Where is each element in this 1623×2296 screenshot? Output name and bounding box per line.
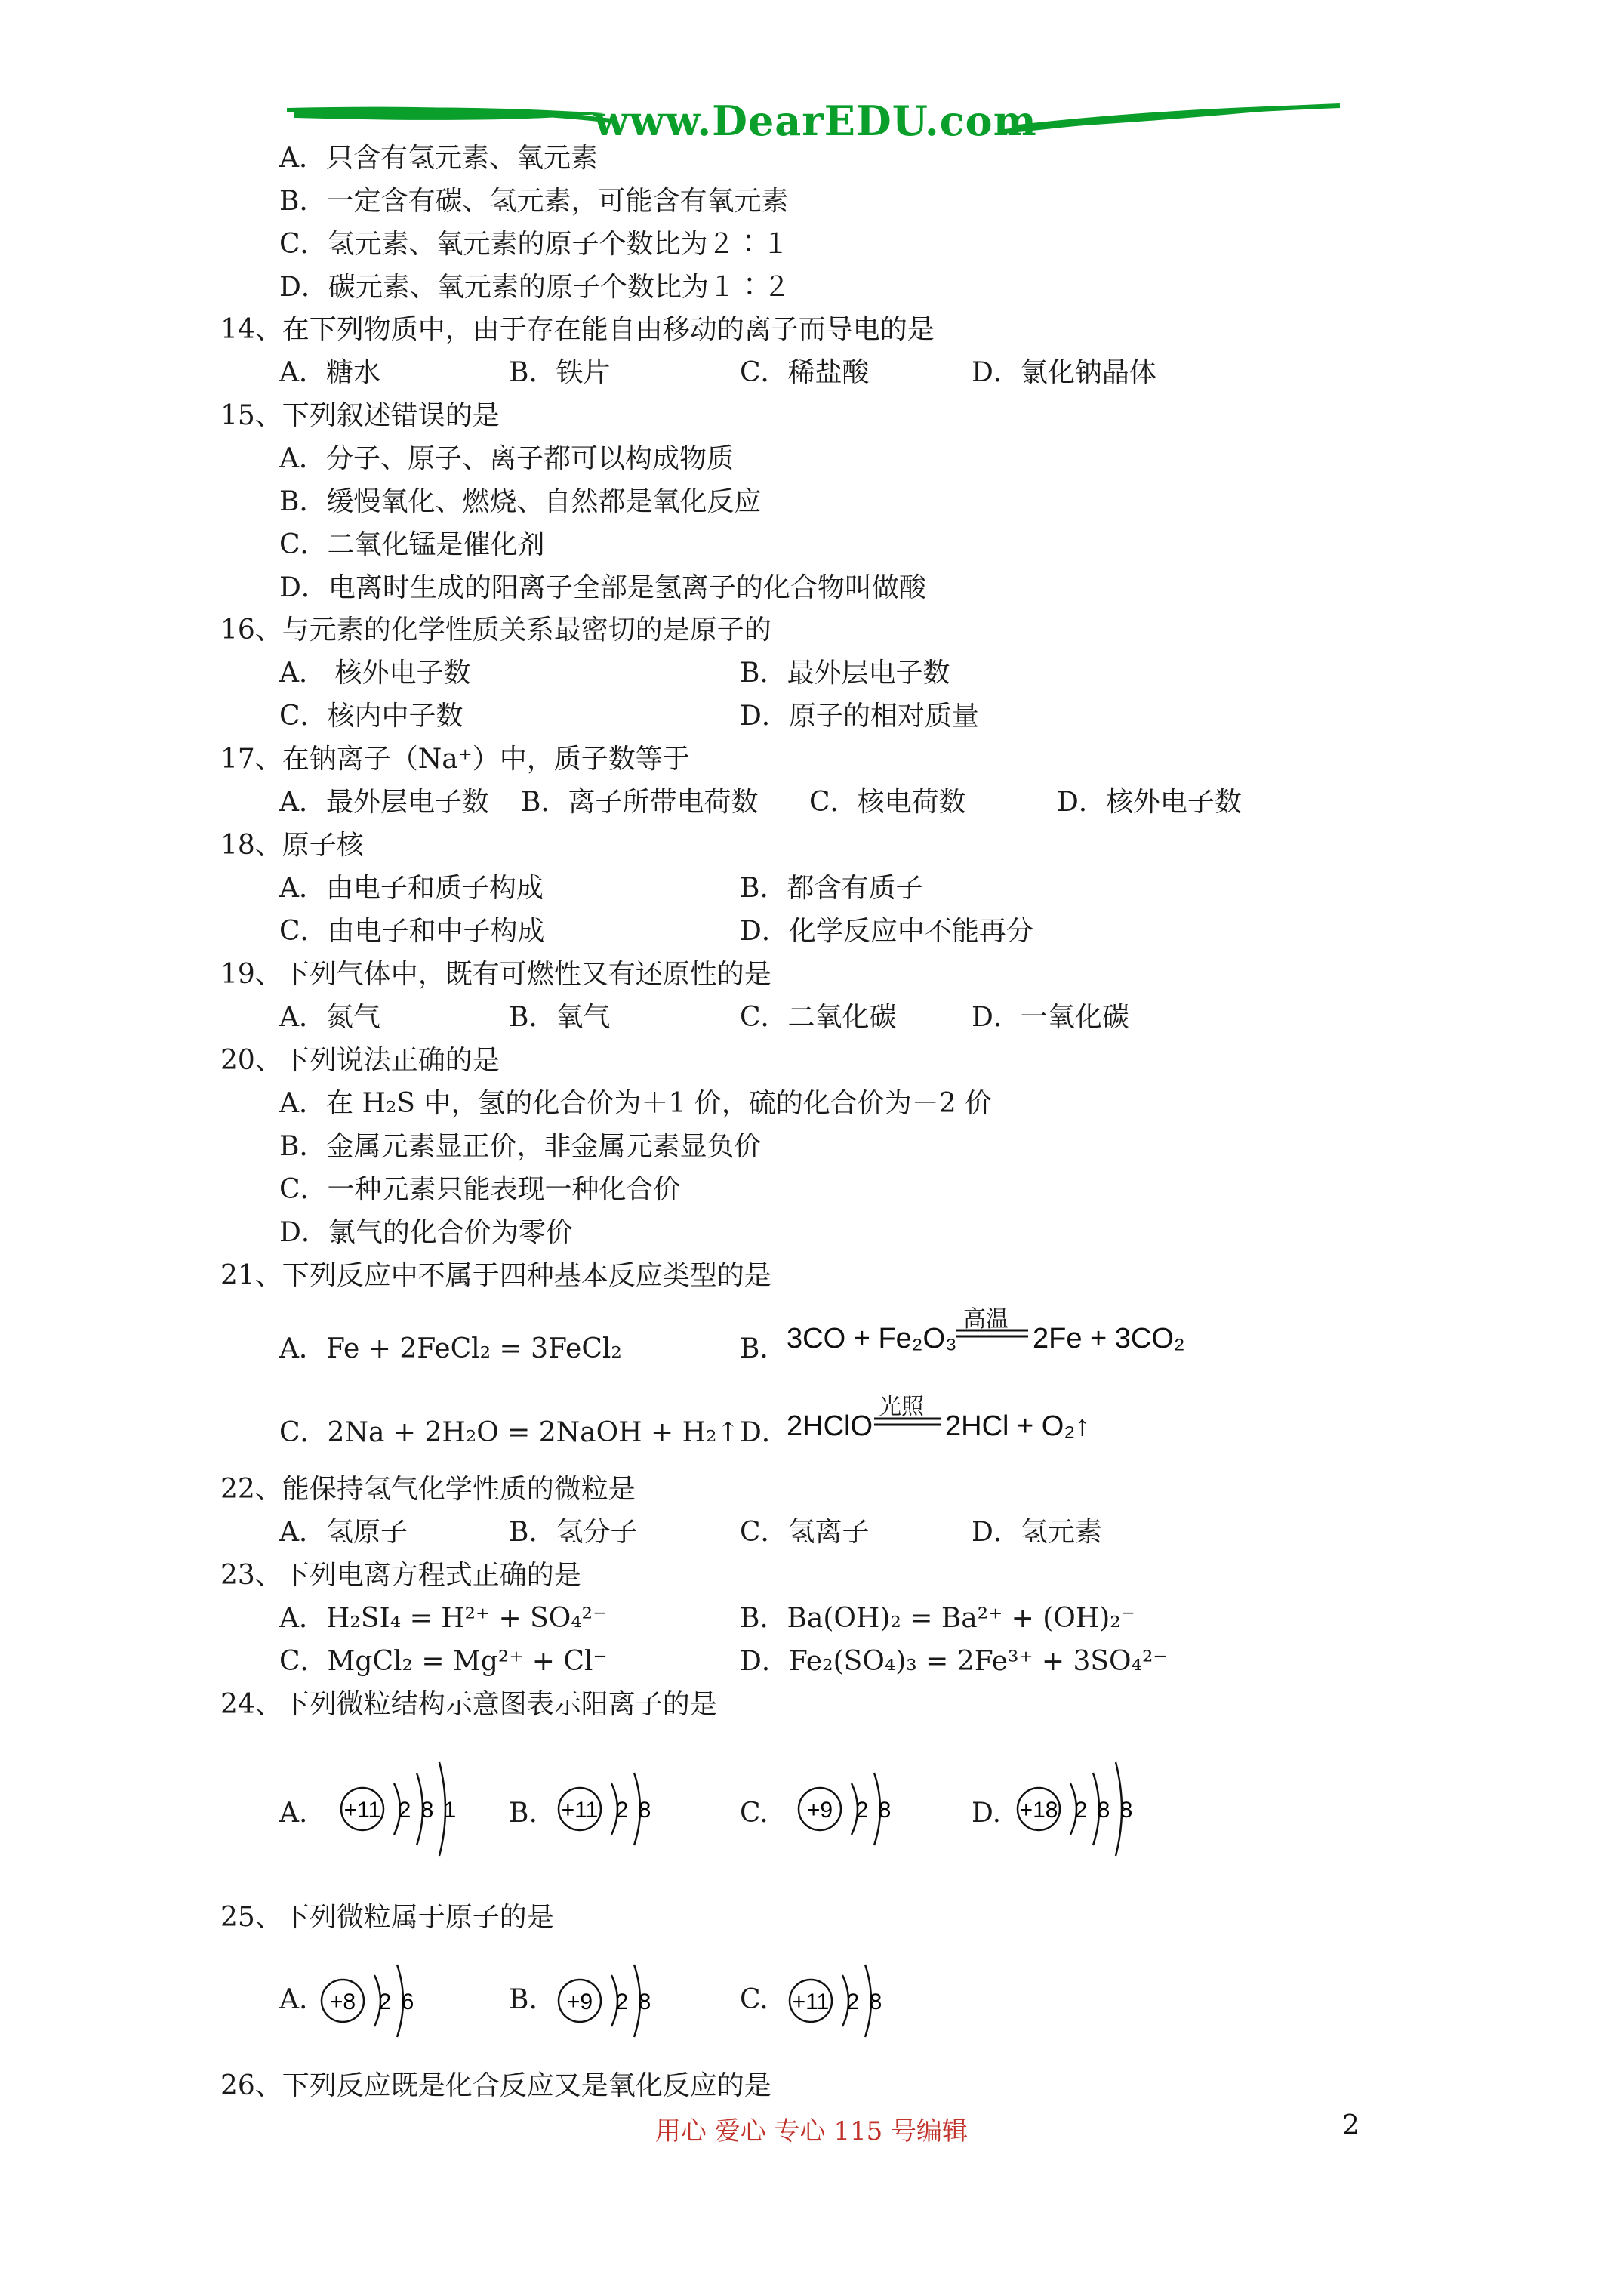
- q25-option-c-label: C.: [740, 1984, 768, 2015]
- q25-stem: 25、下列微粒属于原子的是: [220, 1902, 554, 1933]
- q20-option-c: C．一种元素只能表现一种化合价: [279, 1174, 681, 1205]
- q14-option-d: D．氯化钠晶体: [972, 357, 1156, 388]
- electron-count: 8: [878, 1798, 892, 1823]
- q20-option-a: A．在 H₂S 中，氢的化合价为＋1 价，硫的化合价为－2 价: [279, 1088, 993, 1119]
- q18-option-c: C．由电子和中子构成: [279, 916, 545, 947]
- q18-option-d: D．化学反应中不能再分: [740, 916, 1033, 947]
- electron-count: 2: [846, 1989, 860, 2014]
- q17-option-a: A．最外层电子数: [279, 787, 489, 818]
- q20-option-b: B．金属元素显正价，非金属元素显负价: [279, 1131, 762, 1162]
- q24-option-c-label: C.: [740, 1798, 768, 1829]
- q20-option-d: D．氯气的化合价为零价: [279, 1217, 573, 1248]
- q26-stem: 26、下列反应既是化合反应又是氧化反应的是: [220, 2070, 771, 2101]
- q23-option-b: B．Ba(OH)₂ = Ba²⁺ + (OH)₂⁻: [740, 1603, 1135, 1634]
- nucleus-charge: +11: [792, 1989, 830, 2014]
- q13-option-b: B．一定含有碳、氢元素，可能含有氧元素: [279, 186, 789, 217]
- q24-option-d-label: D.: [972, 1798, 1002, 1829]
- electron-count: 8: [1097, 1798, 1110, 1823]
- q16-stem: 16、与元素的化学性质关系最密切的是原子的: [220, 615, 771, 646]
- q23-stem: 23、下列电离方程式正确的是: [220, 1560, 581, 1591]
- q14-option-c: C．稀盐酸: [740, 357, 870, 388]
- footer-note: 用心 爱心 专心 115 号编辑: [654, 2116, 969, 2147]
- q23-option-c: C．MgCl₂ = Mg²⁺ + Cl⁻: [279, 1646, 608, 1677]
- q22-option-d: D．氢元素: [972, 1517, 1102, 1548]
- q21-option-d-reactants: 2HClO: [787, 1410, 873, 1442]
- site-logo-text: www.DearEDU.com: [593, 97, 1037, 145]
- q15-option-b: B．缓慢氧化、燃烧、自然都是氧化反应: [279, 486, 762, 517]
- q15-stem: 15、下列叙述错误的是: [220, 400, 500, 431]
- q19-option-a: A．氮气: [279, 1002, 380, 1033]
- q19-option-b: B．氧气: [509, 1002, 611, 1033]
- q18-option-b: B．都含有质子: [740, 873, 923, 904]
- q20-stem: 20、下列说法正确的是: [220, 1045, 500, 1076]
- q25-option-a-label: A.: [279, 1984, 308, 2015]
- q14-option-b: B．铁片: [509, 357, 611, 388]
- q15-option-a: A．分子、原子、离子都可以构成物质: [279, 443, 734, 474]
- q13-option-a: A．只含有氢元素、氧元素: [279, 143, 598, 174]
- q21-option-b-reactants: 3CO + Fe₂O₃: [787, 1323, 957, 1354]
- q14-stem: 14、在下列物质中，由于存在能自由移动的离子而导电的是: [220, 314, 935, 345]
- electron-count: 8: [869, 1989, 882, 2014]
- q21-option-a: A．Fe + 2FeCl₂ = 3FeCl₂: [279, 1333, 622, 1364]
- electron-count: 8: [638, 1989, 651, 2014]
- q21-option-b-condition: 高温: [963, 1306, 1009, 1333]
- q21-option-b-products: 2Fe + 3CO₂: [1033, 1323, 1185, 1354]
- electron-count: 2: [378, 1989, 392, 2014]
- q16-option-d: D．原子的相对质量: [740, 701, 979, 732]
- electron-count: 2: [615, 1798, 629, 1823]
- q25-option-a-atom-diagram: [317, 1940, 453, 2061]
- q22-option-b: B．氢分子: [509, 1517, 638, 1548]
- q14-option-a: A．糖水: [279, 357, 380, 388]
- q15-option-c: C．二氧化锰是催化剂: [279, 529, 545, 560]
- q21-option-d-equal-sign: [873, 1416, 942, 1427]
- q15-option-d: D．电离时生成的阳离子全部是氢离子的化合物叫做酸: [279, 572, 926, 603]
- electron-count: 6: [401, 1989, 414, 2014]
- nucleus-charge: +18: [1019, 1798, 1058, 1823]
- nucleus-charge: +9: [806, 1798, 833, 1823]
- q21-stem: 21、下列反应中不属于四种基本反应类型的是: [220, 1260, 771, 1291]
- q21-option-b-label: B．: [740, 1333, 787, 1364]
- q17-option-d: D．核外电子数: [1057, 787, 1242, 818]
- q24-option-c-atom-diagram: [794, 1741, 930, 1877]
- q19-option-d: D．一氧化碳: [972, 1002, 1129, 1033]
- nucleus-charge: +8: [329, 1989, 356, 2014]
- q16-option-a: A． 核外电子数: [279, 658, 471, 689]
- electron-count: 1: [443, 1798, 457, 1823]
- nucleus-charge: +9: [566, 1989, 593, 2014]
- q18-stem: 18、原子核: [220, 830, 364, 861]
- q23-option-a: A．H₂SI₄ = H²⁺ + SO₄²⁻: [279, 1603, 608, 1634]
- q19-stem: 19、下列气体中，既有可燃性又有还原性的是: [220, 959, 771, 990]
- electron-count: 2: [398, 1798, 411, 1823]
- q22-option-c: C．氢离子: [740, 1517, 870, 1548]
- q16-option-c: C．核内中子数: [279, 701, 463, 732]
- q18-option-a: A．由电子和质子构成: [279, 873, 544, 904]
- q24-stem: 24、下列微粒结构示意图表示阳离子的是: [220, 1689, 717, 1720]
- q21-option-b-equal-sign: [954, 1328, 1030, 1339]
- q24-option-a-atom-diagram: [337, 1741, 473, 1877]
- page-number: 2: [1342, 2110, 1360, 2141]
- q13-option-d: D．碳元素、氧元素的原子个数比为１∶２: [279, 272, 790, 303]
- q21-option-d-products: 2HCl + O₂↑: [945, 1410, 1090, 1442]
- q16-option-b: B．最外层电子数: [740, 658, 950, 689]
- electron-count: 2: [1074, 1798, 1088, 1823]
- q24-option-b-atom-diagram: [554, 1741, 690, 1877]
- electron-count: 2: [855, 1798, 869, 1823]
- q17-option-b: B．离子所带电荷数: [521, 787, 759, 818]
- electron-count: 8: [420, 1798, 434, 1823]
- q21-option-d-label: D．: [740, 1417, 789, 1448]
- q23-option-d: D．Fe₂(SO₄)₃ = 2Fe³⁺ + 3SO₄²⁻: [740, 1646, 1168, 1677]
- q17-stem: 17、在钠离子（Na⁺）中，质子数等于: [220, 744, 690, 775]
- q21-option-d-condition: 光照: [879, 1394, 924, 1420]
- q24-option-a-label: A.: [279, 1798, 308, 1829]
- q24-option-d-atom-diagram: [1013, 1741, 1149, 1877]
- q25-option-c-atom-diagram: [785, 1940, 921, 2061]
- nucleus-charge: +11: [561, 1798, 599, 1823]
- q13-option-c: C．氢元素、氧元素的原子个数比为２∶１: [279, 229, 790, 260]
- q25-option-b-atom-diagram: [554, 1940, 690, 2061]
- q22-option-a: A．氢原子: [279, 1517, 408, 1548]
- q24-option-b-label: B.: [509, 1798, 537, 1829]
- electron-count: 8: [1119, 1798, 1133, 1823]
- electron-count: 2: [615, 1989, 629, 2014]
- q19-option-c: C．二氧化碳: [740, 1002, 897, 1033]
- nucleus-charge: +11: [343, 1798, 381, 1823]
- q17-option-c: C．核电荷数: [809, 787, 966, 818]
- electron-count: 8: [638, 1798, 651, 1823]
- q22-stem: 22、能保持氢气化学性质的微粒是: [220, 1474, 636, 1505]
- q21-option-c: C．2Na + 2H₂O = 2NaOH + H₂↑: [279, 1417, 740, 1448]
- q25-option-b-label: B.: [509, 1984, 537, 2015]
